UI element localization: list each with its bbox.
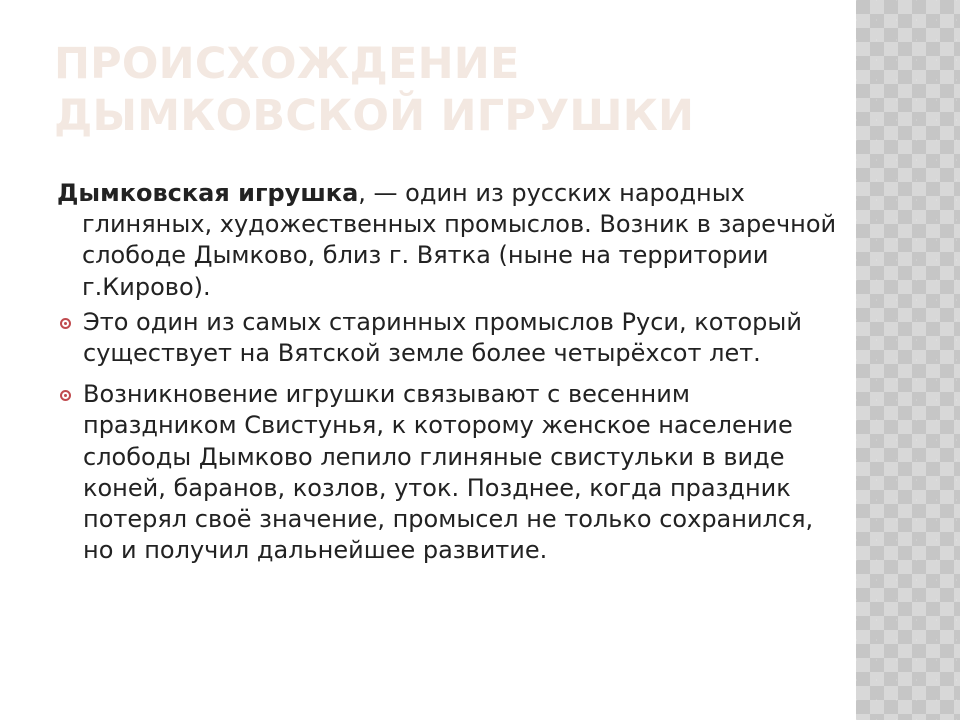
circle-bullet-icon [60,318,71,329]
bullet-text: Возникновение игрушки связывают с весенним праздником Свистунья, к которому женское население слободы Дымково лепило глиняные свистульки в виде коней, баранов, козлов, уток. Позднее, когда праздник потерял своё значение, промысел не только сохранился, но и получил дальнейшее развитие. [83,380,814,565]
decorative-side-pattern [856,0,960,720]
bullet-list [57,307,837,567]
bullet-item [57,307,837,369]
slide-title: ПРОИСХОЖДЕНИЕ ДЫМКОВСКОЙ ИГРУШКИ [54,39,695,142]
bullet-text: Это один из самых старинных промыслов Руси, который существует на Вятской земле более четырёхсот лет. [83,307,802,367]
intro-strong-text: Дымковская игрушка [57,179,359,207]
intro-rest-text: , — один из русских народных глиняных, художественных промыслов. Возник в заречной слободе Дымково, близ г. Вятка (ныне на территории г.Кирово). [82,179,837,301]
intro-paragraph [57,178,837,303]
circle-bullet-icon [60,390,71,401]
slide-content [57,178,837,576]
bullet-item [57,379,837,566]
